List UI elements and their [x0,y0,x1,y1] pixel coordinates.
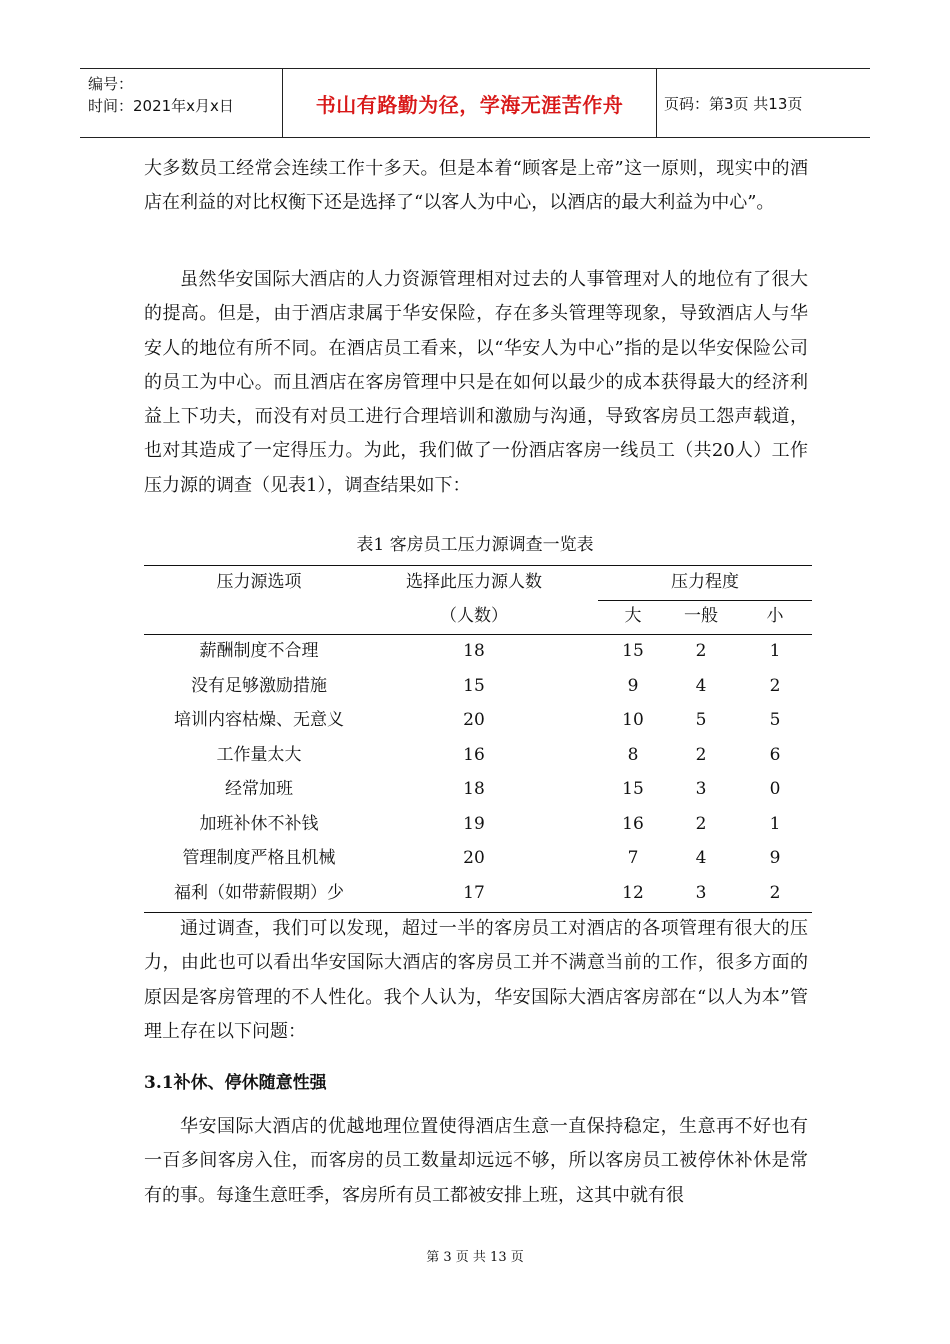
header-small: 小 [766,606,784,626]
table-cell-count: 17 [463,882,485,903]
table-cell-medium: 2 [695,744,707,765]
table-cell-small: 1 [769,813,781,834]
table-cell-source: 培训内容枯燥、无意义 [174,710,344,730]
table-cell-small: 6 [769,744,781,765]
table-cell-medium: 5 [695,710,707,730]
header-level: 压力程度 [671,572,739,592]
table-cell-count: 19 [463,813,485,834]
table-cell-source: 福利（如带薪假期）少 [174,882,344,903]
table-cell-big: 15 [622,641,644,661]
table-cell-small: 9 [769,848,781,868]
paragraph-4: 华安国际大酒店的优越地理位置使得酒店生意一直保持稳定，生意再不好也有一百多间客房入住，而客房的员工数量却远远不够，所以客房员工被停休补休是常有的事。每逢生意旺季，客房所有员工都被安排上班，这其中就有很 [144,1116,808,1206]
table-cell-count: 18 [463,779,485,799]
table-cell-source: 经常加班 [225,779,293,799]
table-cell-count: 16 [463,744,485,765]
page-footer: 第 3 页 共 13 页 [426,1250,524,1265]
header-count: 选择此压力源人数 [406,572,542,592]
header-big: 大 [624,606,642,626]
table-cell-count: 18 [463,641,485,661]
table-cell-count: 20 [463,848,485,868]
table-cell-medium: 3 [695,882,707,903]
paragraph-2: 虽然华安国际大酒店的人力资源管理相对过去的人事管理对人的地位有了很大的提高。但是，由于酒店隶属于华安保险，存在多头管理等现象，导致酒店人与华安人的地位有所不同。在酒店员工看来，以“华安人为中心”指的是以华安保险公司的员工为中心。而且酒店在客房管理中只是在如何以最少的成本获得最大的经济利益上下功夫，而没有对员工进行合理培训和激励与沟通，导致客房员工怨声载道，也对其造成了一定得压力。为此，我们做了一份酒店客房一线员工（共20人）工作压力源的调查（见表1），调查结果如下： [144,269,808,496]
header-meta [88,73,278,117]
table-cell-source: 工作量太大 [216,744,302,765]
table-cell-big: 7 [627,848,639,868]
number-label: 编号： [88,75,134,93]
table-cell-medium: 2 [695,813,707,834]
header-medium: 一般 [684,606,718,626]
header-source: 压力源选项 [216,572,302,592]
table-cell-big: 10 [622,710,644,730]
table-cell-source: 薪酬制度不合理 [199,641,319,661]
header-count-unit: （人数） [440,606,508,626]
paragraph-3: 通过调查，我们可以发现，超过一半的客房员工对酒店的各项管理有很大的压力，由此也可以看出华安国际大酒店的客房员工并不满意当前的工作，很多方面的原因是客房管理的不人性化。我个人认为，华安国际大酒店客房部在“以人为本”管理上存在以下问题： [144,918,808,1042]
table-cell-count: 15 [463,675,485,696]
section-heading: 3.1补休、停休随意性强 [144,1073,327,1093]
table-caption: 表1 客房员工压力源调查一览表 [356,535,594,555]
table-cell-source: 管理制度严格且机械 [182,848,336,868]
table-cell-count: 20 [463,710,485,730]
motto: 书山有路勤为径，学海无涯苦作舟 [282,69,657,137]
table-cell-big: 12 [622,882,644,903]
table-cell-big: 9 [627,675,639,696]
table-cell-small: 2 [769,675,781,696]
table-cell-medium: 4 [695,675,707,696]
table-cell-medium: 3 [695,779,707,799]
table-cell-source: 没有足够激励措施 [191,675,327,696]
table-cell-medium: 4 [695,848,707,868]
paragraph-1: 大多数员工经常会连续工作十多天。但是本着“顾客是上帝”这一原则，现实中的酒店在利益的对比权衡下还是选择了“以客人为中心，以酒店的最大利益为中心”。 [144,158,808,214]
page-header [80,68,870,138]
table-cell-big: 15 [622,779,644,799]
table-cell-small: 2 [769,882,781,903]
table-cell-big: 16 [622,813,644,834]
time-label: 时间：2021年x月x日 [88,97,234,115]
table-cell-big: 8 [627,744,639,765]
table-cell-source: 加班补休不补钱 [199,813,319,834]
table-cell-small: 0 [769,779,781,799]
table-cell-small: 5 [769,710,781,730]
page-label: 页码：第3页 共13页 [664,94,803,113]
table-cell-medium: 2 [695,641,707,661]
table-cell-small: 1 [769,641,781,661]
